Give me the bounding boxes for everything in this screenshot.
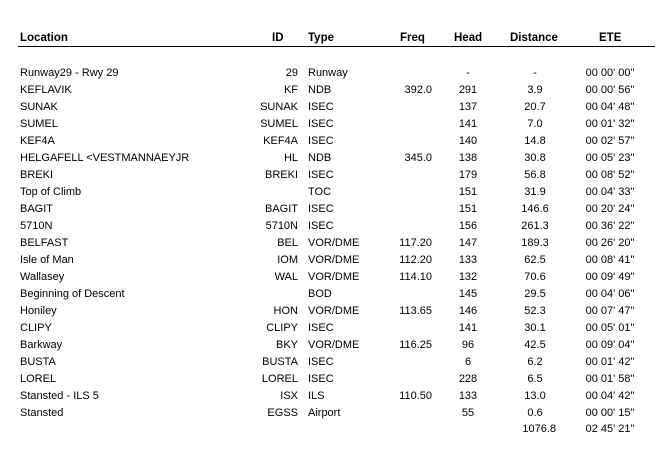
- cell-type: Runway: [308, 67, 348, 79]
- cell-distance: 31.9: [524, 186, 546, 198]
- cell-head: 137: [458, 101, 478, 113]
- cell-head: -: [466, 67, 470, 79]
- cell-ete: 00 02' 57": [585, 135, 635, 147]
- cell-type: NDB: [308, 84, 332, 96]
- cell-location: Honiley: [20, 305, 57, 317]
- cell-distance: 62.5: [524, 254, 546, 266]
- cell-id: WAL: [274, 271, 298, 283]
- cell-freq: 117.20: [399, 237, 432, 249]
- header-divider: [18, 46, 655, 47]
- cell-distance: 29.5: [524, 288, 546, 300]
- cell-location: Stansted: [20, 407, 64, 419]
- header-freq: Freq: [400, 32, 425, 44]
- cell-location: KEF4A: [20, 135, 55, 147]
- cell-type: VOR/DME: [308, 305, 360, 317]
- cell-distance: 70.6: [524, 271, 546, 283]
- cell-distance: 7.0: [527, 118, 543, 130]
- table-row: [0, 116, 669, 132]
- cell-distance: 0.6: [527, 407, 543, 419]
- cell-id: KEF4A: [263, 135, 298, 147]
- cell-head: 133: [458, 254, 478, 266]
- cell-location: BUSTA: [20, 356, 56, 368]
- cell-head: 291: [458, 84, 478, 96]
- cell-distance: 56.8: [524, 169, 546, 181]
- cell-id: SUMEL: [260, 118, 298, 130]
- cell-type: ISEC: [308, 322, 334, 334]
- cell-head: 132: [458, 271, 478, 283]
- cell-location: Barkway: [20, 339, 63, 351]
- cell-ete: 00 20' 24": [585, 203, 635, 215]
- table-row: [0, 320, 669, 336]
- cell-distance: 30.1: [524, 322, 546, 334]
- cell-head: 179: [458, 169, 478, 181]
- table-row: [0, 303, 669, 319]
- cell-ete: 00 05' 01": [585, 322, 635, 334]
- cell-ete: 00 04' 42": [585, 390, 635, 402]
- cell-ete: 00 01' 42": [585, 356, 635, 368]
- cell-id: EGSS: [267, 407, 298, 419]
- table-row: [0, 252, 669, 268]
- cell-head: 145: [458, 288, 478, 300]
- cell-ete: 00 05' 23": [585, 152, 635, 164]
- header-type: Type: [308, 32, 334, 44]
- cell-id: BUSTA: [262, 356, 298, 368]
- cell-ete: 00 04' 33": [585, 186, 635, 198]
- table-row: [0, 286, 669, 302]
- cell-head: 141: [458, 322, 478, 334]
- cell-location: Beginning of Descent: [20, 288, 125, 300]
- table-row: [0, 354, 669, 370]
- cell-ete: 00 00' 15": [585, 407, 635, 419]
- cell-head: 133: [458, 390, 478, 402]
- cell-freq: 392.0: [404, 84, 432, 96]
- cell-distance: 20.7: [524, 101, 546, 113]
- cell-type: BOD: [308, 288, 332, 300]
- total-distance: 1076.8: [522, 423, 556, 435]
- cell-location: BELFAST: [20, 237, 69, 249]
- cell-freq: 113.65: [399, 305, 432, 317]
- cell-freq: 345.0: [404, 152, 432, 164]
- cell-ete: 00 36' 22": [585, 220, 635, 232]
- cell-type: VOR/DME: [308, 237, 360, 249]
- header-ete: ETE: [599, 32, 622, 44]
- cell-type: VOR/DME: [308, 339, 360, 351]
- cell-type: ISEC: [308, 118, 334, 130]
- cell-ete: 00 01' 58": [585, 373, 635, 385]
- cell-head: 140: [458, 135, 478, 147]
- cell-distance: 146.6: [521, 203, 549, 215]
- cell-head: 96: [461, 339, 475, 351]
- cell-head: 146: [458, 305, 478, 317]
- cell-ete: 00 09' 04": [585, 339, 635, 351]
- cell-location: Top of Climb: [20, 186, 82, 198]
- cell-distance: 6.5: [527, 373, 543, 385]
- cell-freq: 114.10: [399, 271, 432, 283]
- cell-type: ISEC: [308, 220, 334, 232]
- table-row: [0, 133, 669, 149]
- cell-distance: 261.3: [521, 220, 549, 232]
- cell-head: 156: [458, 220, 478, 232]
- cell-type: Airport: [308, 407, 341, 419]
- header-id: ID: [272, 32, 284, 44]
- cell-location: Wallasey: [20, 271, 65, 283]
- cell-id: BKY: [275, 339, 298, 351]
- table-row: [0, 218, 669, 234]
- cell-id: BAGIT: [264, 203, 298, 215]
- cell-distance: 42.5: [524, 339, 546, 351]
- cell-ete: 00 26' 20": [585, 237, 635, 249]
- cell-ete: 00 07' 47": [585, 305, 635, 317]
- cell-location: Isle of Man: [20, 254, 74, 266]
- cell-ete: 00 08' 52": [585, 169, 635, 181]
- cell-head: 138: [458, 152, 478, 164]
- cell-distance: 6.2: [527, 356, 543, 368]
- cell-id: HL: [283, 152, 298, 164]
- table-row: [0, 269, 669, 285]
- cell-head: 151: [458, 203, 478, 215]
- cell-location: SUMEL: [20, 118, 58, 130]
- table-row: [0, 235, 669, 251]
- header-head: Head: [454, 32, 483, 44]
- cell-id: IOM: [277, 254, 298, 266]
- cell-head: 55: [461, 407, 475, 419]
- cell-ete: 00 08' 41": [585, 254, 635, 266]
- cell-location: CLIPY: [20, 322, 52, 334]
- cell-type: ISEC: [308, 101, 334, 113]
- cell-distance: 30.8: [524, 152, 546, 164]
- cell-head: 6: [464, 356, 472, 368]
- table-row: [0, 82, 669, 98]
- cell-location: LOREL: [20, 373, 57, 385]
- cell-id: 5710N: [265, 220, 298, 232]
- cell-distance: 189.3: [521, 237, 549, 249]
- table-row: [0, 99, 669, 115]
- cell-ete: 00 04' 06": [585, 288, 635, 300]
- cell-id: BEL: [277, 237, 298, 249]
- table-row: [0, 184, 669, 200]
- cell-location: Runway29 - Rwy 29: [20, 67, 119, 79]
- table-row: [0, 167, 669, 183]
- cell-type: VOR/DME: [308, 271, 360, 283]
- cell-id: HON: [273, 305, 298, 317]
- cell-location: 5710N: [20, 220, 53, 232]
- header-distance: Distance: [510, 32, 558, 44]
- cell-id: ISX: [280, 390, 298, 402]
- cell-ete: 00 04' 48": [585, 101, 635, 113]
- table-row: [0, 388, 669, 404]
- cell-head: 147: [458, 237, 478, 249]
- cell-ete: 00 00' 00": [585, 67, 635, 79]
- cell-distance: 13.0: [524, 390, 546, 402]
- cell-location: KEFLAVIK: [20, 84, 72, 96]
- table-row: [0, 371, 669, 387]
- cell-location: BAGIT: [20, 203, 54, 215]
- cell-ete: 00 09' 49": [585, 271, 635, 283]
- cell-type: ISEC: [308, 169, 334, 181]
- cell-id: SUNAK: [260, 101, 298, 113]
- cell-distance: 52.3: [524, 305, 546, 317]
- cell-location: Stansted - ILS 5: [20, 390, 99, 402]
- cell-distance: 14.8: [524, 135, 546, 147]
- table-row: [0, 337, 669, 353]
- table-row: [0, 65, 669, 81]
- cell-id: KF: [283, 84, 298, 96]
- cell-type: VOR/DME: [308, 254, 360, 266]
- cell-head: 141: [458, 118, 478, 130]
- cell-type: ISEC: [308, 135, 334, 147]
- table-row: [0, 150, 669, 166]
- cell-id: 29: [285, 67, 298, 79]
- cell-location: HELGAFELL <VESTMANNAEYJR: [20, 152, 190, 164]
- cell-ete: 00 01' 32": [585, 118, 635, 130]
- cell-freq: 112.20: [399, 254, 432, 266]
- cell-id: BREKI: [264, 169, 298, 181]
- header-location: Location: [20, 32, 68, 44]
- cell-freq: 116.25: [399, 339, 432, 351]
- cell-ete: 00 00' 56": [585, 84, 635, 96]
- cell-id: LOREL: [261, 373, 298, 385]
- table-row: [0, 405, 669, 421]
- table-row: [0, 201, 669, 217]
- cell-freq: 110.50: [399, 390, 432, 402]
- cell-id: CLIPY: [266, 322, 298, 334]
- cell-head: 228: [458, 373, 478, 385]
- cell-type: ISEC: [308, 203, 334, 215]
- cell-distance: -: [533, 67, 537, 79]
- cell-head: 151: [458, 186, 478, 198]
- cell-distance: 3.9: [527, 84, 543, 96]
- cell-location: SUNAK: [20, 101, 58, 113]
- cell-type: ISEC: [308, 356, 334, 368]
- cell-type: NDB: [308, 152, 332, 164]
- cell-type: ILS: [308, 390, 325, 402]
- cell-type: ISEC: [308, 373, 334, 385]
- cell-location: BREKI: [20, 169, 54, 181]
- cell-type: TOC: [308, 186, 332, 198]
- total-ete: 02 45' 21": [585, 423, 635, 435]
